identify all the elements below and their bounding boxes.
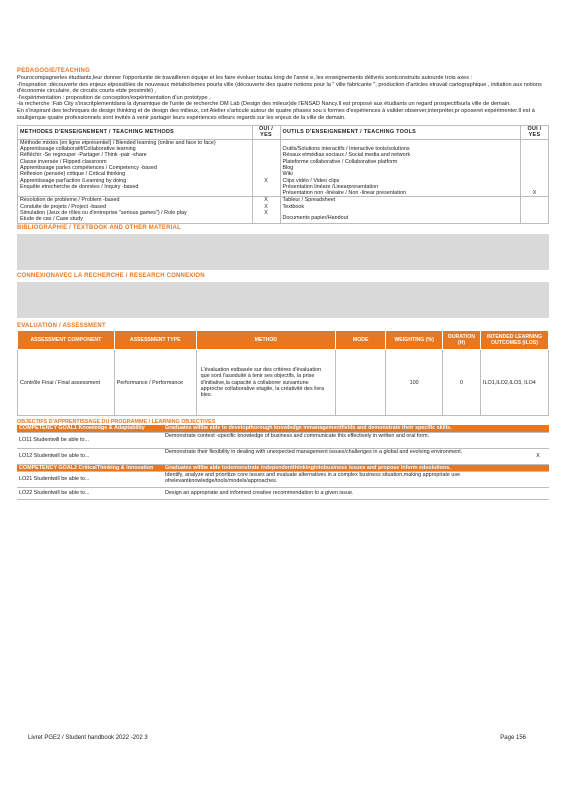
evaluation-heading: EVALUATION / ASSESSMENT (17, 322, 106, 329)
competency-row (17, 464, 549, 471)
competency-desc: Graduates willbe able to developthorough knowledge inmanagementfields and demonstrate their specific skills. (163, 425, 527, 432)
lo-code: LO22 Studentwill be able to... (17, 487, 163, 499)
competency-row (17, 425, 549, 432)
lo-row (17, 448, 549, 464)
cell-component: Contrôle Final / Final assessment (18, 350, 115, 416)
tool-item: Blog (282, 164, 294, 171)
lo-code: LO21 Studentwill be able to... (17, 471, 163, 487)
method-item: Etude de cas / Case study (20, 216, 83, 223)
competency-label: COMPETENCY GOAL1 Knowledge & Adaptability (17, 425, 163, 432)
pedagogy-paragraph: En s'inspirant des techniques de design thinking et de design des milieux, cet Atelier s'articule autour de quatre phases sou s formes d'expériences à valider:observer,interpréter,pr oposeret expérimenter.Il est à souligerque quatre professionnels sont invités à venir partager leurs expériences etleurs regards sur les enjeux de la ville de demain. (17, 107, 535, 121)
methods-group1-marks (252, 139, 280, 197)
tool-item: Wiki (282, 171, 293, 178)
tool-item: Outils/Solutions interactifs / Interactive tools/solutions (282, 146, 410, 153)
methods-group2-marks (252, 197, 280, 223)
tool-item: Plateforme collaborative / Collaborative platform (282, 158, 398, 165)
method-item: Méthode mixtes (en ligne etprésentiel) / Blended learning (online and face to face) (20, 139, 216, 146)
cell-type: Performance / Performance (114, 350, 196, 416)
method-item: Apprentissage collaboratif/Collaborative learning (20, 146, 136, 153)
tool-item: Textbook (282, 203, 305, 210)
method-item: Apprentissage parles compétences / Competency -based (20, 164, 157, 171)
objectives-heading: OBJECTIFS D'APPRENTISSAGE DU PROGRAMME / LEARNING OBJECTIVES (17, 419, 216, 426)
pedagogy-paragraph: -l'inspiration :découverte des enjeux etpossibles de nouveaux métabolismes pourla ville (découverte des quatre notions pour la " ville fabricante ", production d'articles etravail cartographique , initiation aux notions d'économie circulaire, de circuits courts etde proximité) , (17, 81, 542, 95)
research-box (17, 282, 549, 318)
competency-label: COMPETENCY GOAL2 CriticalThinking & Innovation (17, 464, 163, 471)
pedagogy-text (17, 75, 549, 121)
method-item: Simulation (Jeux de rôles ou d'entreprise "serious games") / Role play (20, 210, 187, 217)
research-heading: CONNEXIONAVEC LA RECHERCHE / RESEARCH CONNEXION (17, 272, 205, 279)
method-item: Classe inversée / Flipped classroom (20, 158, 107, 165)
lo-mark: X (527, 448, 549, 464)
col-duration: DURATION (H) (443, 330, 481, 350)
lo-row (17, 471, 549, 487)
lo-code: LO12 Studentwill be able to... (17, 448, 163, 464)
methods-group2 (18, 197, 253, 223)
tools-group1 (280, 139, 521, 197)
method-item: Résolution de probleme / Problem -based (20, 197, 120, 204)
cell-mode (336, 350, 386, 416)
lo-mark (527, 432, 549, 448)
footer-handbook-label: Livret PGE2 / Student handbook 2022 -202 3 (28, 735, 148, 741)
method-item: Conduite de projets / Project -based (20, 203, 107, 210)
col-assessment-component: ASSESSMENT COMPONENT (18, 330, 115, 350)
tools-group1-marks (521, 139, 549, 197)
methods-header: METHODES D'ENSEIGNEMENT / TEACHING METHODS (18, 126, 253, 140)
method-yes-mark: X (264, 197, 268, 204)
tool-item: Résaux etmédias sociaux / Social media and network (282, 152, 411, 159)
lo-desc: Demonstrate their flexibility in dealing with unexpected management issues/challenges in a global and evolving environment. (163, 448, 527, 464)
lo-desc: Demonstrate context -specific knowledge of business and communicate this effectively in written and oral form. (163, 432, 527, 448)
method-yes-mark: X (264, 210, 268, 217)
evaluation-header-row (18, 330, 549, 350)
tool-item: Documents papier/Handout (282, 215, 349, 222)
cell-ilos: ILO1,ILO2,ILO3, ILO4 (481, 350, 549, 416)
lo-code: LO11 Studentwill be able to... (17, 432, 163, 448)
objectives-table (17, 425, 549, 500)
tool-item: Clips vidéo / Video clips (282, 177, 340, 184)
tool-item: Tableur / Spreadsheet (282, 197, 336, 204)
lo-row (17, 432, 549, 448)
tools-group2 (280, 197, 521, 223)
tools-yes-header: OUI / YES (521, 126, 549, 140)
page-footer (28, 735, 526, 741)
cell-method: L'évaluation estbasée sur des critères d'évaluation que sont l'assiduité à tenir ses objectifs, la prise d'initiative,la capacité à collaborer suivantune approche collaborative etagile, la créativité des livra bles. (196, 350, 336, 416)
tool-item: Présentation non -linéaire / Non -linear presentation (282, 190, 406, 197)
cell-duration: 0 (443, 350, 481, 416)
methods-yes-header: OUI / YES (252, 126, 280, 140)
lo-desc: Identify, analyze and prioritize core issues and evaluate alternatives in a complex business situation,making appropriate use ofrelevantknowledge/tools/models/approaches. (163, 471, 527, 487)
pedagogy-paragraph: -l'expérimentation : proposition de conception/expérimentation d'un prototype , (17, 94, 211, 101)
bibliography-heading: BIBLIOGRAPHIE / TEXTBOOK AND OTHER MATERIAL (17, 224, 181, 231)
evaluation-table (17, 330, 549, 417)
col-weighting: WEIGHTING (%) (386, 330, 443, 350)
col-mode: MODE (336, 330, 386, 350)
lo-mark (527, 471, 549, 487)
lo-row (17, 487, 549, 499)
page-number: Page 156 (500, 735, 526, 741)
methods-table (17, 125, 549, 223)
cell-weighting: 100 (386, 350, 443, 416)
method-yes-mark: X (264, 177, 268, 184)
method-yes-mark: X (264, 203, 268, 210)
pedagogy-heading: PEDAGOGIE/TEACHING (17, 68, 90, 74)
pedagogy-paragraph: -la recherche :Fab City s'inscritplementdans la dynamique de l'unite de recherche DM Lab (Design des mileux)de l'ENSAD Nancy.Il est proposé aux étudiants un regard prospectifsurla ville de demain. (17, 101, 511, 108)
lo-desc: Design an appropriate and informed creative recommendation to a given issue. (163, 487, 527, 499)
method-item: Enquête etrecherche de données / Inquiry -based (20, 183, 139, 190)
tools-group2-marks (521, 197, 549, 223)
document-page (17, 68, 549, 500)
tools-header: OUTILS D'ENSEIGNEMENT / TEACHING TOOLS (280, 126, 521, 140)
pedagogy-paragraph: Pourocompagnerles étudiants,leur donner l'opportunite de travailleren équipe et les faire évoluer toutau long de l'anné e, les enseignements délivrés sontconstruits autourde trois axes : (17, 75, 473, 81)
methods-group1 (18, 139, 253, 197)
method-item: Apprentissage parl'action /Learning by doing (20, 177, 127, 184)
col-assessment-type: ASSESSMENT TYPE (114, 330, 196, 350)
lo-mark (527, 487, 549, 499)
competency-desc: Graduates willbe able todemonstrate independentthinkingintobusiness issues and propose inform edsolutions. (163, 464, 527, 471)
col-ilos: INTENDED LEARNING OUTCOMES (ILOS) (481, 330, 549, 350)
bibliography-box (17, 234, 549, 270)
col-method: METHOD (196, 330, 336, 350)
method-item: Réflexion (pensée) critique / Critical thinking (20, 171, 126, 178)
tool-yes-mark: X (532, 190, 537, 197)
method-item: Réfléchir -Se regrouper -Partager / Think -pair -share (20, 152, 147, 159)
tool-item: Présentation linéare /Linearpresentation (282, 183, 379, 190)
table-row (18, 350, 549, 416)
